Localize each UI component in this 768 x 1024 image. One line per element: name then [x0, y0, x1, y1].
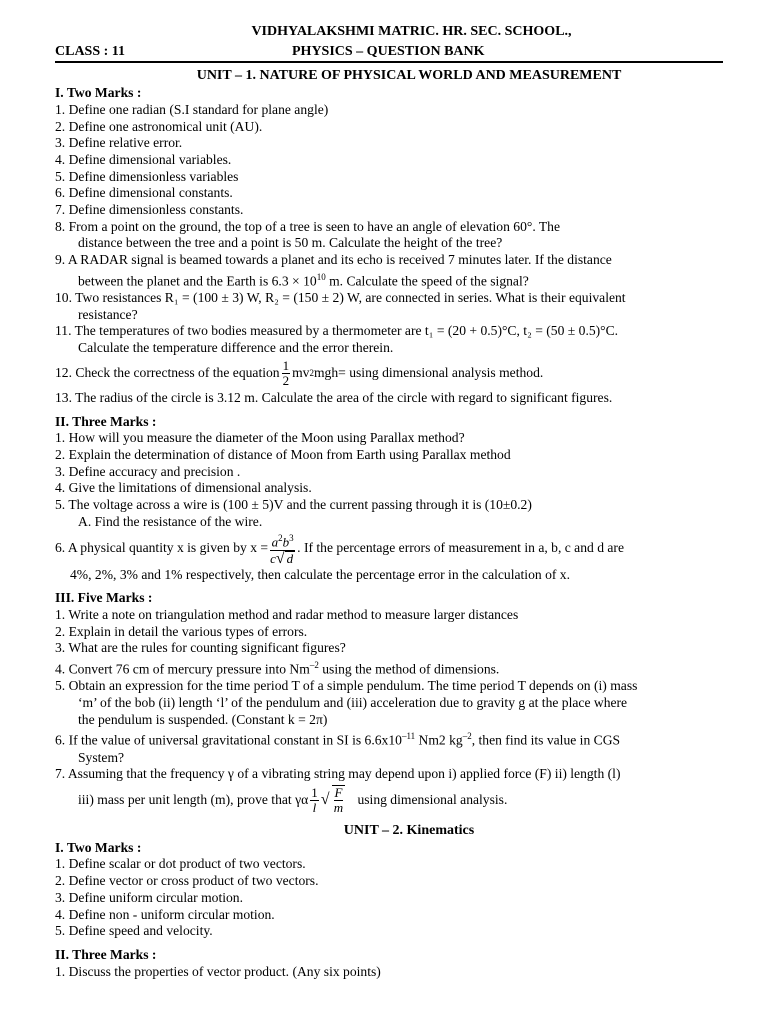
question-item-continued: Calculate the temperature difference and the error therein. — [78, 340, 394, 356]
question-item: 10. Two resistances R₁ = (100 ± 3) W, R₂ = (150 ± 2) W, are connected in series. What is their equivalent — [55, 290, 626, 306]
question-item-continued: the pendulum is suspended. (Constant k = 2π) — [78, 711, 328, 727]
question-item-equation: 6. A physical quantity x is given by x = $\frac{a^2b^3}{c√ d}$ . If the percentage errors of measurement in a, b, c and d are — [55, 533, 624, 567]
question-item: 6. Define dimensional constants. — [55, 185, 233, 201]
question-item: 4. Give the limitations of dimensional analysis. — [55, 480, 312, 496]
question-item-continued: between the planet and the Earth is $6.3 \times 10^{10}$ m. Calculate the speed of the signal? — [78, 271, 529, 289]
question-item: 3. What are the rules for counting significant figures? — [55, 640, 346, 656]
question-item: 13. The radius of the circle is 3.12 m. Calculate the area of the circle with regard to significant figures. — [55, 389, 613, 405]
sqrt-symbol: √ — [320, 790, 330, 808]
question-item-continued: System? — [78, 749, 125, 765]
fraction-a2b3-over-c-root-d: $\frac{a^2b^3}{c√ d}$ — [270, 533, 294, 567]
question-item: 2. Explain in detail the various types of errors. — [55, 623, 308, 639]
fraction-half: $\frac{1}{2}$ — [282, 357, 290, 388]
fraction-F-over-m: $\frac{F}{m}$ — [332, 785, 346, 815]
question-item: 1. Define one radian (S.I standard for plane angle) — [55, 101, 329, 117]
unit2-two-marks-heading: I. Two Marks : — [55, 839, 142, 855]
header-rule — [55, 61, 723, 63]
question-item: 8. From a point on the ground, the top of a tree is seen to have an angle of elevation 60°. The — [55, 218, 560, 234]
question-item-continued: A. Find the resistance of the wire. — [78, 513, 263, 529]
question-item: 3. Define relative error. — [55, 135, 183, 151]
question-item: 11. The temperatures of two bodies measured by a thermometer are t₁ = (20 + 0.5)°C, t₂ = (50 ± 0.5)°C. — [55, 323, 619, 339]
question-item: 3. Define accuracy and precision . — [55, 463, 241, 479]
unit2-title: UNIT – 2. Kinematics — [343, 823, 475, 839]
question-item-continued: ‘m’ of the bob (ii) length ‘l’ of the pendulum and (iii) acceleration due to gravity g at the place where — [78, 694, 628, 710]
fraction-one-over-l: $\frac{1}{l}$ — [311, 784, 318, 815]
question-item: 3. Define uniform circular motion. — [55, 889, 243, 905]
question-item: 1. How will you measure the diameter of the Moon using Parallax method? — [55, 430, 465, 446]
unit2-three-marks-heading: II. Three Marks : — [55, 946, 157, 962]
question-item: 5. The voltage across a wire is (100 ± 5)V and the current passing through it is (10±0.2) — [55, 497, 532, 513]
question-item: 4. Define non - uniform circular motion. — [55, 906, 275, 922]
question-item: 2. Define one astronomical unit (AU). — [55, 118, 263, 134]
class-label: CLASS : 11 — [55, 43, 126, 59]
question-item: 5. Define dimensionless variables — [55, 168, 239, 184]
question-item: 1. Write a note on triangulation method and radar method to measure larger distances — [55, 606, 519, 622]
question-item: 2. Define vector or cross product of two vectors. — [55, 873, 319, 889]
question-item-equation: iii) mass per unit length (m), prove that γα $\frac{1}{l}$ √ $\frac{F}{m}$ using dimensional analysis. — [78, 784, 508, 816]
question-item-continued: distance between the tree and a point is 50 m. Calculate the height of the tree? — [78, 235, 503, 251]
question-item-continued: resistance? — [78, 306, 138, 322]
question-item: 4. Convert 76 cm of mercury pressure into $Nm^{-2}$ using the method of dimensions. — [55, 660, 500, 677]
question-item-continued: 4%, 2%, 3% and 1% respectively, then calculate the percentage error in the calculation of x. — [70, 566, 570, 582]
question-item: 6. If the value of universal gravitational constant in SI is $6.6x10^{-11}$ Nm2 $kg^{-2}$, then find its value in CGS — [55, 731, 621, 748]
question-item-equation: 12. Check the correctness of the equation $\frac{1}{2}$ mv 2 mgh= using dimensional analysis method. — [55, 357, 544, 388]
question-item: 7. Define dimensionless constants. — [55, 202, 244, 218]
question-item: 2. Explain the determination of distance of Moon from Earth using Parallax method — [55, 447, 511, 462]
question-item: 4. Define dimensional variables. — [55, 151, 232, 167]
question-item: 9. A RADAR signal is beamed towards a planet and its echo is received 7 minutes later. If the distance — [55, 252, 612, 268]
question-item: 1. Define scalar or dot product of two vectors. — [55, 856, 306, 872]
question-item: 1. Discuss the properties of vector product. (Any six points) — [55, 963, 381, 979]
unit1-two-marks-heading: I. Two Marks : — [55, 85, 142, 101]
unit1-five-marks-heading: III. Five Marks : — [55, 590, 153, 606]
unit1-three-marks-heading: II. Three Marks : — [55, 413, 157, 429]
question-item: 7. Assuming that the frequency γ of a vibrating string may depend upon i) applied force (F) ii) length (l) — [55, 766, 621, 782]
unit1-title: UNIT – 1. NATURE OF PHYSICAL WORLD AND MEASUREMENT — [196, 68, 622, 84]
question-item: 5. Define speed and velocity. — [55, 923, 213, 939]
question-bank-page — [55, 24, 723, 980]
school-name: VIDHYALAKSHMI MATRIC. HR. SEC. SCHOOL., — [251, 24, 572, 39]
header-row — [55, 44, 723, 61]
question-item: 5. Obtain an expression for the time period T of a simple pendulum. The time period T depends on (i) mass — [55, 678, 638, 694]
subject-title: PHYSICS – QUESTION BANK — [292, 43, 485, 59]
